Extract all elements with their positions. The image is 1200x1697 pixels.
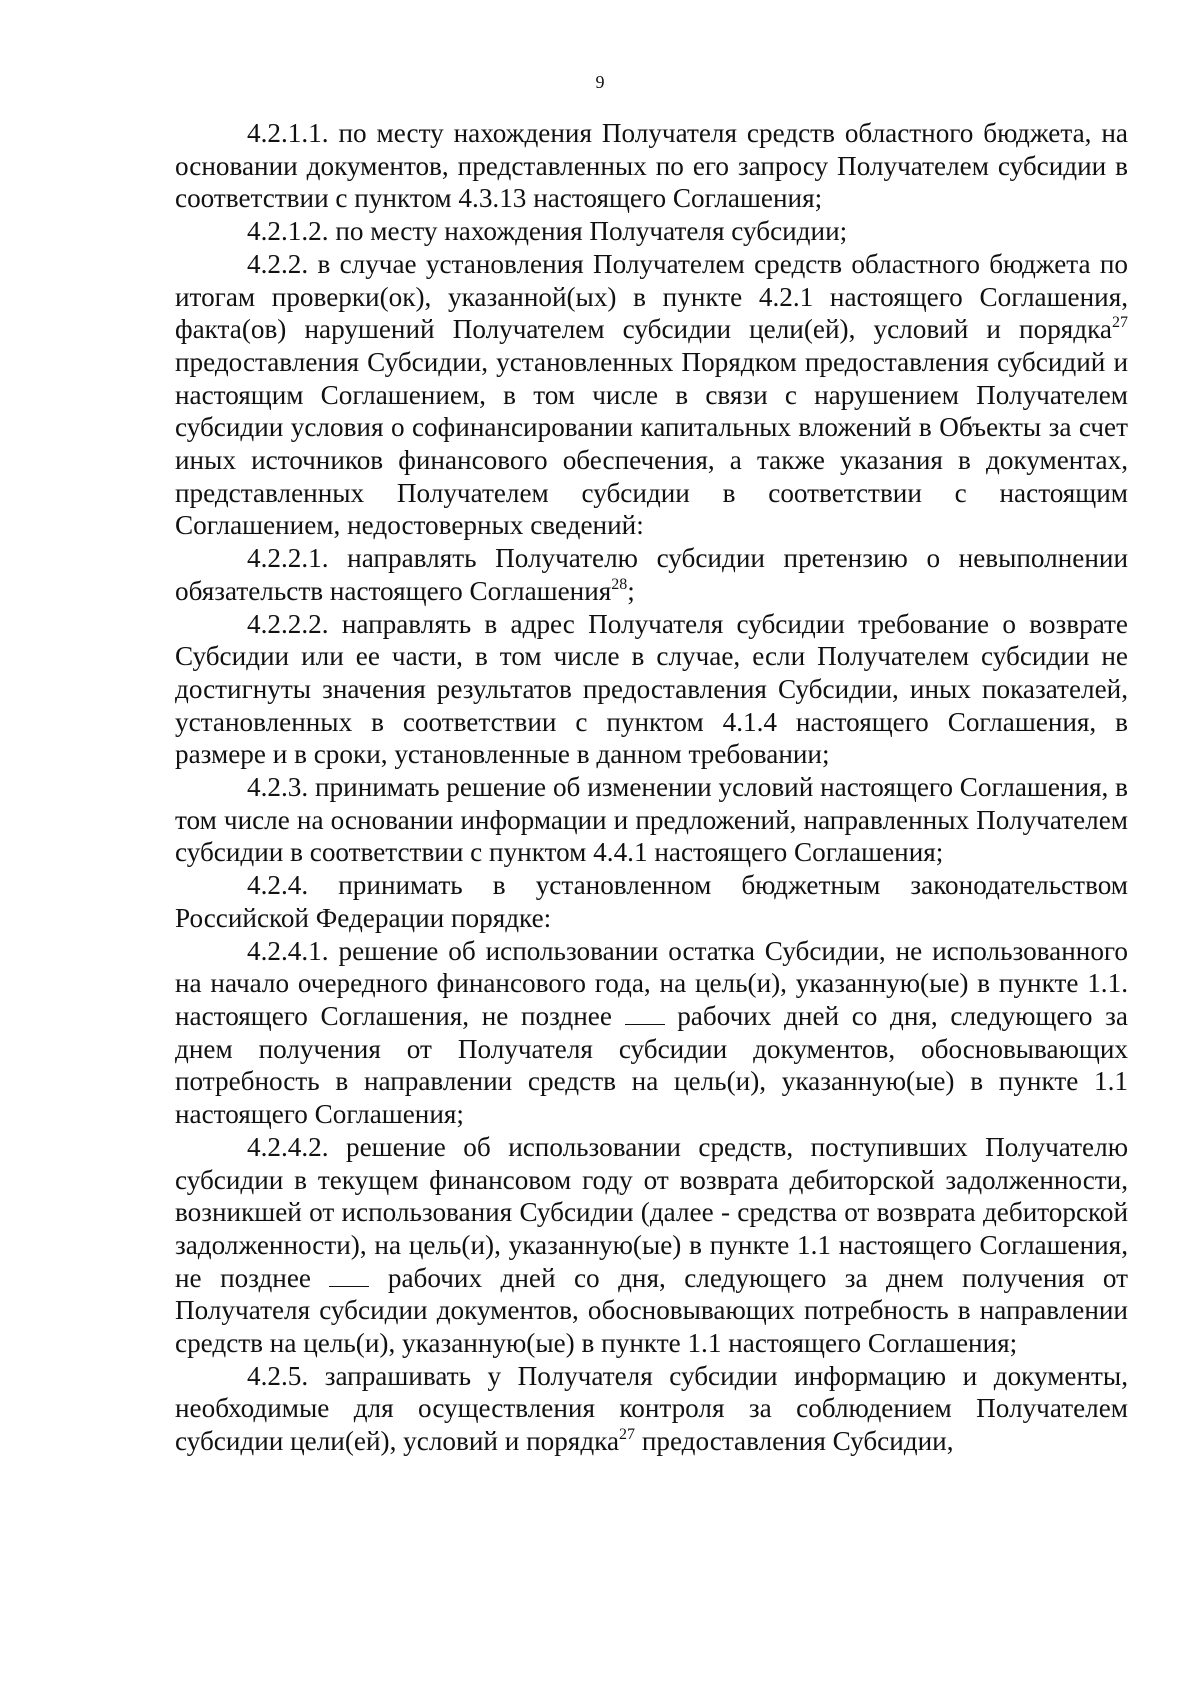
paragraph-text: 4.2.2.1. направлять Получателю субсидии претензию о невыполнении обязательств настоящего Соглашения	[175, 543, 1128, 606]
footnote-ref: 27	[619, 1426, 636, 1444]
paragraph-4-2-2	[175, 248, 1128, 542]
document-body	[175, 117, 1128, 1458]
paragraph-text: 4.2.2. в случае установления Получателем средств областного бюджета по итогам проверки(ок), указанной(ых) в пункте 4.2.1 настоящего Соглашения, факта(ов) нарушений Получателем субсидии цели(ей), условий и порядка	[175, 248, 1128, 345]
paragraph-4-2-4	[175, 869, 1128, 934]
paragraph-4-2-5	[175, 1360, 1128, 1458]
blank-field-line	[329, 1264, 369, 1287]
paragraph-text: 4.2.2.2. направлять в адрес Получателя субсидии требование о возврате Субсидии или ее части, в том числе в случае, если Получателем субсидии не достигнуты значения результатов предоставления Субсидии, иных показателей, установленных в соответствии с пунктом 4.1.4 настоящего Соглашения, в размере и в сроки, установленные в данном требовании;	[175, 608, 1128, 770]
paragraph-text-continued: ;	[627, 575, 635, 606]
paragraph-4-2-4-1	[175, 935, 1128, 1131]
footnote-ref: 27	[1112, 314, 1128, 332]
paragraph-text-continued: предоставления Субсидии,	[635, 1426, 954, 1457]
paragraph-text: 4.2.4.2. решение об использовании средств, поступивших Получателю субсидии в текущем финансовом году от возврата дебиторской задолженности, возникшей от использования Субсидии (далее - средства от возврата дебиторской задолженности), на цель(и), указанную(ые) в пункте 1.1 настоящего Соглашения, не позднее	[175, 1131, 1128, 1293]
paragraph-4-2-4-2	[175, 1131, 1128, 1360]
paragraph-text: 4.2.1.2. по месту нахождения Получателя субсидии;	[247, 216, 848, 247]
paragraph-4-2-3	[175, 771, 1128, 869]
paragraph-4-2-1-2	[175, 215, 1128, 248]
paragraph-text: 4.2.5. запрашивать у Получателя субсидии информацию и документы, необходимые для осуществления контроля за соблюдением Получателем субсидии цели(ей), условий и порядка	[175, 1360, 1128, 1457]
paragraph-4-2-1-1	[175, 117, 1128, 215]
footnote-ref: 28	[611, 575, 628, 593]
paragraph-4-2-2-2	[175, 608, 1128, 772]
paragraph-text: 4.2.1.1. по месту нахождения Получателя средств областного бюджета, на основании документов, представленных по его запросу Получателем субсидии в соответствии с пунктом 4.3.13 настоящего Соглашения;	[175, 118, 1128, 214]
paragraph-text: 4.2.4. принимать в установленном бюджетным законодательством Российской Федерации порядке:	[175, 870, 1128, 933]
paragraph-4-2-2-1	[175, 542, 1128, 607]
paragraph-text: 4.2.3. принимать решение об изменении условий настоящего Соглашения, в том числе на основании информации и предложений, направленных Получателем субсидии в соответствии с пунктом 4.4.1 настоящего Соглашения;	[175, 772, 1128, 868]
paragraph-text-continued: рабочих дней со дня, следующего за днем получения от Получателя субсидии документов, обосновывающих потребность в направлении средств на цель(и), указанную(ые) в пункте 1.1 настоящего Соглашения;	[175, 1000, 1128, 1130]
paragraph-text-continued: предоставления Субсидии, установленных Порядком предоставления субсидий и настоящим Соглашением, в том числе в связи с нарушением Получателем субсидии условия о софинансировании капитальных вложений в Объекты за счет иных источников финансового обеспечения, а также указания в документах, представленных Получателем субсидии в соответствии с настоящим Соглашением, недостоверных сведений:	[175, 346, 1128, 541]
blank-field-line	[625, 1002, 665, 1025]
paragraph-text-continued: рабочих дней со дня, следующего за днем получения от Получателя субсидии документов, обосновывающих потребность в направлении средств на цель(и), указанную(ые) в пункте 1.1 настоящего Соглашения;	[175, 1262, 1128, 1359]
page-number: 9	[595, 72, 605, 92]
paragraph-text: 4.2.4.1. решение об использовании остатка Субсидии, не использованного на начало очередного финансового года, на цель(и), указанную(ые) в пункте 1.1. настоящего Соглашения, не позднее	[175, 935, 1128, 1031]
